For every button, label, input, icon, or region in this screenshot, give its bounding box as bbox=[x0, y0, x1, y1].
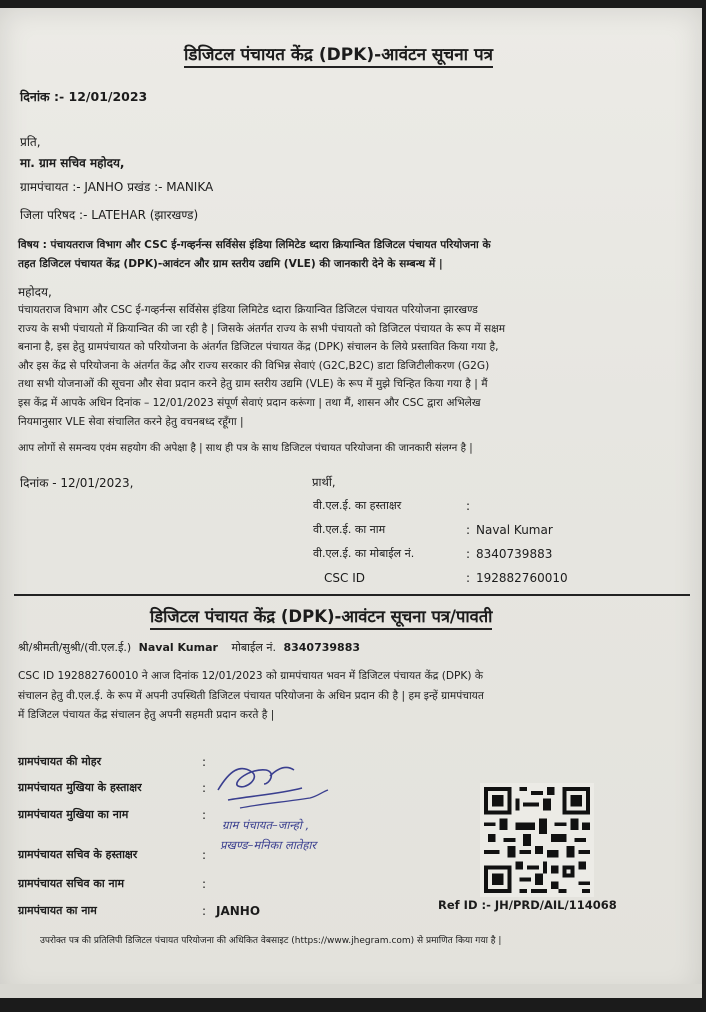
receipt-mobile-label: मोबाईल नं. bbox=[231, 641, 276, 654]
body-line: और इस केंद्र से परियोजना के अंतर्गत केंद्र और राज्य सरकार की विभिन्न सेवाएं (G2C,B2C) डाटा डिजिटीलीकरण (G2G) bbox=[18, 359, 490, 372]
separator: : bbox=[202, 877, 207, 891]
separator: : bbox=[202, 904, 207, 918]
panchayat-name-value: JANHO bbox=[216, 904, 261, 918]
separator: : bbox=[466, 547, 471, 561]
body-line: नियमानुसार VLE सेवा संचालित करने हेतु वचनबध्द रहूँगा | bbox=[18, 415, 244, 428]
recipient-prefix: प्रति, bbox=[20, 135, 41, 149]
panchayat-name-label: ग्रामपंचायत का नाम bbox=[18, 904, 97, 917]
receipt-vle-label: श्री/श्रीमती/सुश्री/(वी.एल.ई.) bbox=[18, 641, 132, 654]
mukhiya-signature-label: ग्रामपंचायत मुखिया के हस्ताक्षर bbox=[18, 781, 142, 794]
secretary-name-label: ग्रामपंचायत सचिव का नाम bbox=[18, 877, 125, 890]
separator: : bbox=[466, 571, 471, 585]
receipt-line: CSC ID 192882760010 ने आज दिनांक 12/01/2023 को ग्रामपंचायत भवन में डिजिटल पंचायत केंद्र (DPK) के bbox=[18, 670, 483, 682]
reference-id: Ref ID :- JH/PRD/AIL/114068 bbox=[438, 898, 617, 912]
body-line: इस केंद्र में आपके अधिन दिनांक – 12/01/2023 संपूर्ण सेवाएं प्रदान करूंगा | तथा मैं, शासन और CSC द्वारा अभिलेख bbox=[18, 396, 481, 409]
page-title: डिजिटल पंचायत केंद्र (DPK)-आवंटन सूचना पत्र bbox=[184, 42, 493, 68]
vle-name-label: वी.एल.ई. का नाम bbox=[313, 523, 386, 536]
signoff-date: दिनांक - 12/01/2023, bbox=[20, 476, 134, 490]
vle-mobile-label: वी.एल.ई. का मोबाईल नं. bbox=[313, 547, 415, 560]
body-paragraph bbox=[18, 301, 505, 431]
mukhiya-name-label: ग्रामपंचायत मुखिया का नाम bbox=[18, 808, 129, 821]
receipt-line: में डिजिटल पंचायत केंद्र संचालन हेतु अपनी सहमती प्रदान करते है | bbox=[18, 709, 275, 721]
body-line: राज्य के सभी पंचायतो में क्रियान्वित की जा रही है | जिसके अंतर्गत राज्य के सभी पंचायतो को डिजिटल पंचायत के रूप में सक्षम bbox=[18, 322, 506, 335]
receipt-vle-line bbox=[18, 641, 360, 655]
receipt-vle-name: Naval Kumar bbox=[138, 641, 218, 654]
separator: : bbox=[202, 755, 207, 769]
section-divider bbox=[14, 594, 690, 596]
receipt-line: संचालन हेतु वी.एल.ई. के रूप में अपनी उपस्थिती डिजिटल पंचायत परियोजना के अधिन प्रदान की है | हम इन्हें ग्रामपंचायत bbox=[18, 689, 484, 702]
page-bottom-edge bbox=[0, 984, 702, 998]
signoff-applicant: प्रार्थी, bbox=[312, 475, 336, 489]
receipt-paragraph bbox=[18, 667, 484, 726]
separator: : bbox=[202, 808, 207, 822]
separator: : bbox=[466, 499, 471, 513]
body-line: तथा सभी योजनाओं की सूचना और सेवा प्रदान करने हेतु ग्राम स्तरीय उद्यमि (VLE) के रूप में मुझे चिन्हित किया गया है | मैं bbox=[18, 378, 488, 391]
footer-note: उपरोक्त पत्र की प्रतिलिपी डिजिटल पंचायत परियोजना की अधिकित वेबसाइट (https://www.jhegram.com) से प्रमाणित किया गया है | bbox=[40, 936, 502, 946]
subject-line: विषय : पंचायतराज विभाग और CSC ई-गव्हर्नन्स सर्विसेस इंडिया लिमिटेड ध्दारा क्रियान्वित डिजिटल पंचायत परियोजना के bbox=[18, 239, 491, 251]
mukhiya-signature bbox=[210, 750, 340, 820]
separator: : bbox=[466, 523, 471, 537]
recipient-addressee: मा. ग्राम सचिव महोदय, bbox=[20, 156, 125, 170]
salutation: महोदय, bbox=[18, 285, 52, 299]
recipient-district: जिला परिषद :- LATEHAR (झारखण्ड) bbox=[20, 208, 199, 222]
csc-id-value: 192882760010 bbox=[476, 571, 568, 585]
csc-id-label: CSC ID bbox=[324, 571, 365, 585]
vle-mobile-value: 8340739883 bbox=[476, 547, 553, 561]
stamp-line: ग्राम पंचायत–जान्हो , bbox=[222, 818, 310, 832]
separator: : bbox=[202, 781, 207, 795]
vle-name-value: Naval Kumar bbox=[476, 523, 553, 537]
vle-signature-label: वी.एल.ई. का हस्ताक्षर bbox=[313, 499, 402, 512]
body-line: पंचायतराज विभाग और CSC ई-गव्हर्नन्स सर्विसेस इंडिया लिमिटेड ध्दारा क्रियान्वित डिजिटल पंचायत परियोजना झारखण्ड bbox=[18, 304, 478, 316]
letter-date: दिनांक :- 12/01/2023 bbox=[20, 89, 148, 104]
closing-line: आप लोगों से समन्वय एवंम सहयोग की अपेक्षा है | साथ ही पत्र के साथ डिजिटल पंचायत परियोजना की जानकारी संलग्न है | bbox=[18, 443, 473, 454]
separator: : bbox=[202, 848, 207, 862]
receipt-title: डिजिटल पंचायत केंद्र (DPK)-आवंटन सूचना पत्र/पावती bbox=[150, 604, 492, 630]
subject-line: तहत डिजिटल पंचायत केंद्र (DPK)-आवंटन और ग्राम स्तरीय उद्यमि (VLE) की जानकारी देने के सम्बन्ध में | bbox=[18, 258, 443, 270]
recipient-panchayat: ग्रामपंचायत :- JANHO प्रखंड :- MANIKA bbox=[20, 180, 214, 194]
stamp-line: प्रखण्ड–मनिका लातेहार bbox=[220, 838, 317, 852]
secretary-signature-label: ग्रामपंचायत सचिव के हस्ताक्षर bbox=[18, 848, 138, 861]
subject-block bbox=[18, 236, 491, 274]
body-line: बनाना है, इस हेतु ग्रामपंचायत को परियोजना के अंतर्गत डिजिटल पंचायत केंद्र (DPK) संचालन के लिये प्रस्तावित किया गया है, bbox=[18, 341, 499, 354]
qr-code bbox=[480, 783, 594, 897]
receipt-mobile-value: 8340739883 bbox=[283, 641, 361, 654]
letter-page bbox=[0, 8, 702, 998]
panchayat-seal-label: ग्रामपंचायत की मोहर bbox=[18, 755, 102, 768]
